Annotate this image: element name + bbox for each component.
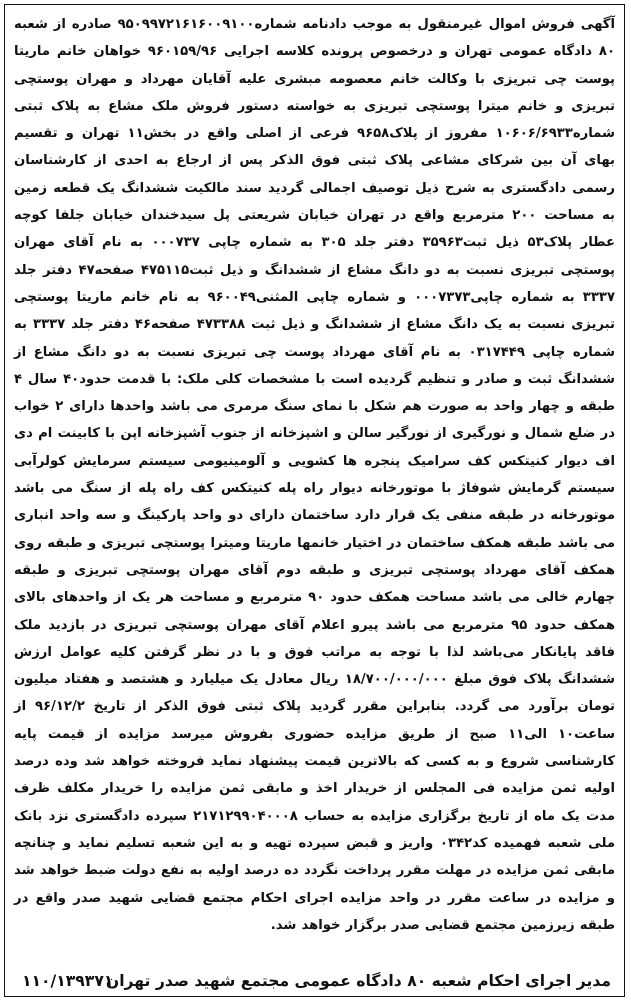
notice-body: آگهی فروش اموال غیرمنقول به موجب دادنامه شماره۹۵۰۹۹۷۲۱۶۱۶۰۰۹۱۰۰ صادره از شعبه ۸۰ دادگاه عمومی تهران و درخصوص پرونده کلاسه اجرایی ۹۶۰۱۵۹/۹۶ خواهان خانم ماریتا پوست چی تبریزی با وکالت خانم معصومه مبشری علیه آقایان مهرداد و مهران پوستچی تبریزی و خانم میترا پوستچی تبریزی به خواسته دستور فروش ملک مشاع به پلاک ثبتی شماره۱۰۶۰۶/۶۹۳۳ مفروز از پلاک۹۶۵۸ فرعی از اصلی واقع در بخش۱۱ تهران و تقسیم بهای آن بین شرکای مشاعی پلاک ثبتی فوق الذکر پس از ارجاع به احدی از کارشناسان رسمی دادگستری به شرح ذیل توصیف اجمالی گردید سند مالکیت ششدانگ یک قطعه زمین به مساحت ۲۰۰ مترمربع واقع در تهران خیابان شریعتی پل سیدخندان خیابان جلفا کوچه عطار پلاک۵۳ ذیل ثبت۳۵۹۶۳ دفتر جلد ۳۰۵ به شماره چاپی ۰۰۰۷۳۷ به نام آقای مهران پوستچی تبریزی نسبت به دو دانگ مشاع از ششدانگ و ذیل ثبت۴۷۵۱۱۵ صفحه۴۷ دفتر جلد ۳۳۳۷ به شماره چاپی۰۰۰۷۳۷۳ و شماره چاپی المثنی۹۶۰۰۴۹ به نام خانم ماریتا پوستچی تبریزی نسبت به یک دانگ مشاع از ششدانگ و ذیل ثبت ۴۷۳۳۸۸ صفحه۴۶ دفتر جلد ۳۳۳۷ به شماره چاپی ۰۳۱۷۴۴۹ به نام آقای مهرداد پوست چی تبریزی نسبت به دو دانگ مشاع از ششدانگ ثبت و صادر و تنظیم گردیده است با مشخصات کلی ملک: با قدمت حدود۴۰ سال ۴ طبقه و چهار واحد به صورت هم شکل با نمای سنگ مرمری می باشد واحدها دارای ۲ خواب در ضلع شمال و نورگیری از نورگیر سالن و اشپزخانه از جنوب آشپزخانه اپن با کابینت ام دی اف دیوار کنیتکس کف سرامیک پنجره ها کشویی و آلومینیومی سیستم سرمایش کولرآبی سیستم گرمایش شوفاژ با موتورخانه دیوار راه پله کنیتکس کف راه پله از سنگ می باشد موتورخانه در طبقه منفی یک قرار دارد ساختمان دارای دو واحد پارکینگ و سه واحد انباری می باشد طبقه همکف ساختمان در اختیار خانمها ماریتا ومیترا پوستچی تبریزی و طبقه روی همکف آقای مهرداد پوستچی تبریزی و طبقه دوم آقای مهران پوستچی تبریزی و طبقه چهارم خالی می باشد مساحت همکف حدود ۹۰ مترمربع و مساحت هر یک از واحدهای بالای همکف حدود ۹۵ مترمربع می باشد پیرو اعلام آقای مهران پوستچی تبریزی در بازدید ملک فاقد پایانکار می‌باشد لذا با توجه به مراتب فوق و با در نظر گرفتن کلیه عوامل ارزش ششدانگ پلاک فوق مبلغ ۱۸/۷۰۰/۰۰۰/۰۰۰ ریال معادل یک میلیارد و هشتصد و هفتاد میلیون تومان برآورد می گردد. بنابراین مقرر گردید پلاک ثبتی فوق الذکر از تاریخ ۹۶/۱۲/۲ از ساعت۱۰ الی۱۱ صبح از طریق مزایده حضوری بفروش میرسد مزایده از قیمت پایه کارشناسی شروع و به کسی که بالاترین قیمت پیشنهاد نماید فروخته خواهد شد وده درصد اولیه ثمن مزایده فی المجلس از خریدار اخذ و مابقی ثمن مزایده را خریدار مکلف ظرف مدت یک ماه از تاریخ برگزاری مزایده به حساب ۲۱۷۱۲۹۹۰۴۰۰۰۸ سپرده دادگستری نزد بانک ملی شعبه فهمیده کد۰۳۴۲ واریز و قبض سپرده تهیه و به این شعبه تسلیم نماید و چنانچه مابقی ثمن مزایده در مهلت مقرر پرداخت نگردد ده درصد اولیه به نفع دولت ضبط خواهد شد و مزایده در ساعت مقرر در واحد مزایده اجرای احکام مجتمع قضایی شهید صدر واقع در طبقه زیرزمین مجتمع قضایی صدر برگزار خواهد شد.: [14, 17, 615, 933]
notice-code: ۱۱۰/۱۳۹۳۷۱: [22, 972, 114, 990]
notice-footer: [14, 967, 615, 995]
notice-signer: مدیر اجرای احکام شعبه ۸۰ دادگاه عمومی مجتمع شهید صدر تهران: [105, 972, 611, 990]
legal-notice: [4, 4, 625, 997]
